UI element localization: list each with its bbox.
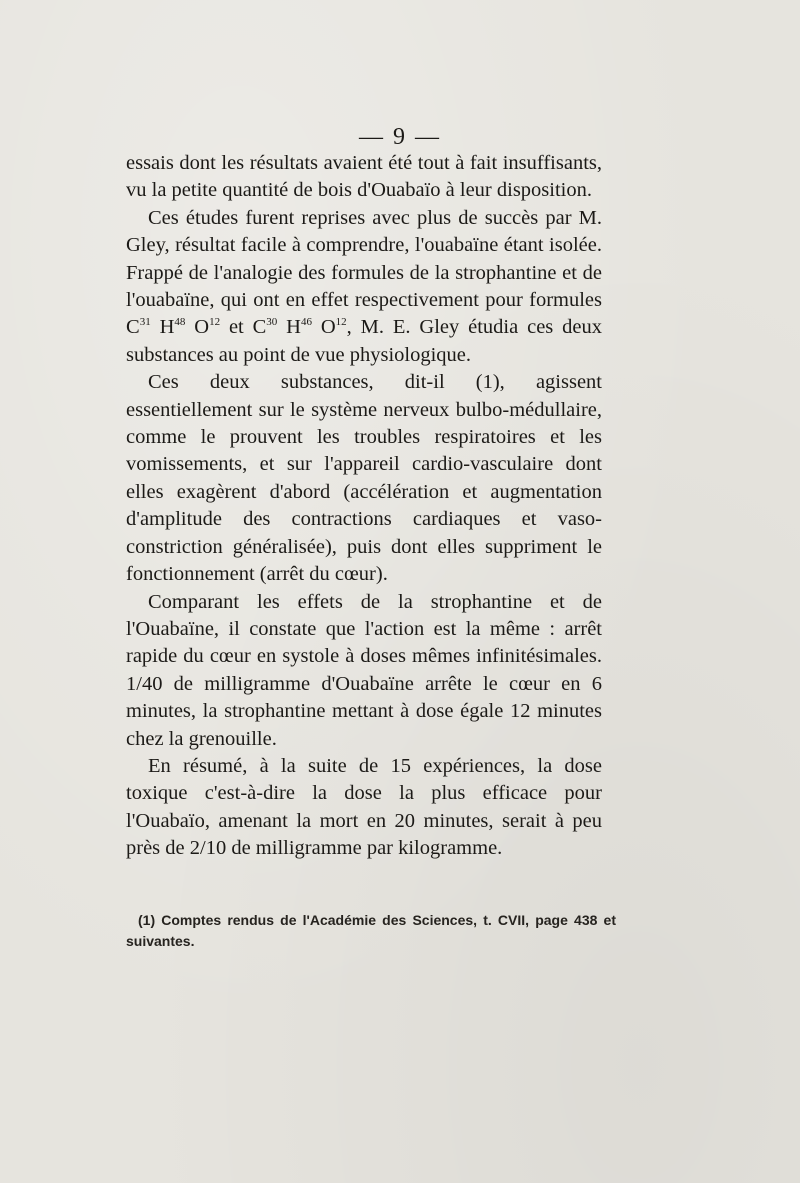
paragraph-4: Comparant les effets de la strophantine et de l'Ouabaïne, il constate que l'action est la même : arrêt rapide du cœur en systole à doses mêmes infinitésimales. 1/40 de milligramme d'Ouabaïne arrête le cœur en 6 minutes, la strophantine mettant à dose égale 12 minutes chez la grenouille. bbox=[126, 590, 602, 750]
formula-1-carbon: C bbox=[126, 316, 140, 339]
formula-1-hydrogen: H bbox=[159, 316, 175, 339]
formula-strophantine bbox=[126, 316, 220, 338]
formula-2-oxygen-count: 12 bbox=[335, 316, 347, 329]
formula-1-oxygen: O bbox=[194, 316, 210, 339]
formula-2-oxygen: O bbox=[320, 316, 336, 339]
paragraph-1: essais dont les résultats avaient été tout à fait insuffisants, vu la petite quantité de bois d'Ouabaïo à leur disposition. bbox=[126, 152, 602, 202]
formula-2-carbon-count: 30 bbox=[266, 316, 278, 329]
paragraph-2 bbox=[126, 205, 602, 369]
formula-1-carbon-count: 31 bbox=[139, 316, 151, 329]
paragraph-3: Ces deux substances, dit-il (1), agissent essentiellement sur le système nerveux bulbo-médullaire, comme le prouvent les troubles respiratoires et les vomissements, et sur l'appareil cardio-vasculaire dont elles exagèrent d'abord (accélération et augmentation d'amplitude des contractions cardiaques et vaso-constriction généralisée), puis dont elles suppriment le fonctionnement (arrêt du cœur). bbox=[126, 371, 602, 586]
page-number: — 9 — bbox=[359, 124, 441, 150]
formula-ouabaine bbox=[253, 316, 347, 338]
paragraph-5: En résumé, à la suite de 15 expériences, la dose toxique c'est-à-dire la dose la plus efficace pour l'Ouabaïo, amenant la mort en 20 minutes, serait à peu près de 2/10 de milligramme par kilogramme. bbox=[126, 754, 602, 860]
formula-2-hydrogen: H bbox=[286, 316, 301, 339]
paragraph-2-lead: Ces études furent reprises avec plus de succès par M. Gley, résultat facile à comprendre, l'ouabaïne étant isolée. Frappé de l'analogie des formules de la strophantine et de l'ouabaïne, qui ont en effet respectivement pour formules bbox=[126, 206, 602, 312]
formula-2-hydrogen-count: 46 bbox=[300, 316, 312, 329]
formula-1-hydrogen-count: 48 bbox=[174, 316, 186, 329]
paragraph-2-tail: , M. E. Gley étudia ces deux substances au point de vue physiologique. bbox=[126, 316, 603, 366]
formula-conjunction: et bbox=[228, 316, 244, 339]
footnote: (1) Comptes rendus de l'Académie des Sciences, t. CVII, page 438 et suivantes. bbox=[126, 912, 616, 949]
formula-1-oxygen-count: 12 bbox=[209, 316, 221, 329]
body-text bbox=[126, 150, 602, 863]
formula-2-carbon: C bbox=[252, 316, 267, 339]
